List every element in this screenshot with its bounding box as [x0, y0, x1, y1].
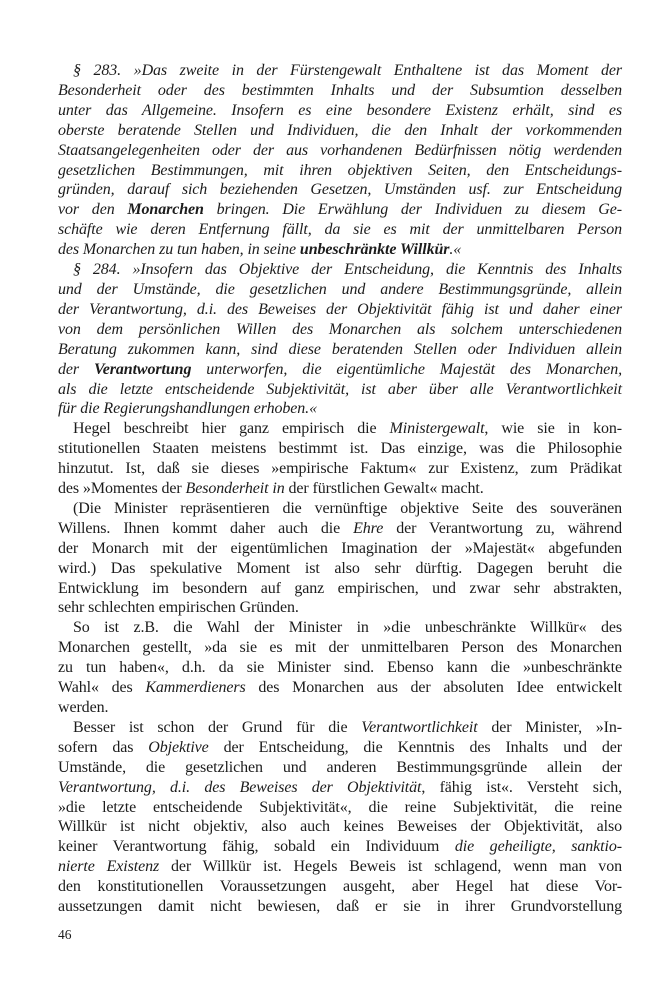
text-line — [58, 260, 622, 280]
text-segment: zu tun haben«, d.h. da sie Minister sind. Ebenso kann die »unbeschränkte — [58, 659, 622, 677]
text-segment: Besonderheit oder des bestimmten Inhalts und der Subsumtion desselben — [58, 81, 622, 99]
text-line — [58, 340, 622, 360]
text-line — [58, 798, 622, 818]
text-line — [58, 499, 622, 519]
text-segment: gesetzlichen Bestimmungen, mit ihren objektiven Seiten, den Entscheidungs- — [58, 161, 622, 179]
text-line — [58, 519, 622, 539]
text-segment: der Willkür ist. Hegels Beweis ist schlagend, wenn man von — [159, 858, 622, 876]
text-segment: Objektive — [148, 738, 209, 756]
text-segment: des »Momentes der — [58, 480, 186, 498]
text-segment: den konstitutionellen Voraussetzungen ausgeht, aber Hegel hat diese Vor- — [58, 878, 622, 896]
paragraph-284-quote — [58, 260, 622, 419]
text-segment: der Verantwortung, d.i. des Beweises der Objektivität fähig ist und daher einer — [58, 300, 622, 318]
text-line — [58, 81, 622, 101]
text-segment: Kammerdieners — [145, 679, 246, 697]
text-line — [58, 240, 622, 260]
text-line — [58, 559, 622, 579]
text-line — [58, 579, 622, 599]
text-segment: sofern das — [58, 738, 149, 756]
text-segment: hinzutut. Ist, daß sie dieses »empirische Faktum« zur Existenz, zum Prädikat — [58, 460, 622, 478]
text-line — [58, 320, 622, 340]
text-segment: bringen. Die Erwählung der Individuen zu diesem Ge- — [203, 201, 622, 219]
text-segment: .« — [449, 241, 462, 259]
text-line — [58, 101, 622, 121]
text-segment: Umstände, die gesetzlichen und anderen Bestimmungsgründe allein der — [58, 758, 622, 776]
text-segment: § 283. »Das zweite in der Fürstengewalt Enthaltene ist das Moment der — [73, 62, 622, 79]
text-segment: Besonderheit in — [185, 480, 285, 498]
text-line — [58, 638, 622, 658]
text-segment: aussetzungen damit nicht bewiesen, daß er sie in ihrer Grundvorstellung — [58, 898, 622, 916]
text-segment: des Monarchen zu tun haben, in seine — [58, 241, 300, 259]
text-line — [58, 141, 622, 161]
text-segment: So ist z.B. die Wahl der Minister in »die unbeschränkte Willkür« des — [73, 619, 622, 637]
text-line — [58, 698, 622, 718]
text-segment: , fähig ist«. Versteht sich, — [421, 778, 623, 796]
text-segment: Wahl« des — [58, 679, 146, 697]
text-line — [58, 459, 622, 479]
text-segment: unter das Allgemeine. Insofern es eine besondere Existenz erhält, sind es — [58, 101, 622, 119]
text-line — [58, 598, 622, 618]
text-segment: , wie sie in kon- — [484, 420, 623, 438]
text-segment: unbeschränkte Willkür — [299, 241, 450, 259]
text-segment: werden. — [58, 699, 109, 716]
text-segment: Verantwortung — [93, 360, 192, 378]
text-segment: Hegel beschreibt hier ganz empirisch die — [73, 420, 390, 438]
page-text — [58, 61, 622, 917]
text-line — [58, 857, 622, 877]
text-segment: oberste beratende Stellen und Individuen, die den Inhalt der vorkommenden — [58, 121, 622, 139]
text-line — [58, 180, 622, 200]
text-segment: der Entscheidung, die Kenntnis des Inhalts und der — [208, 738, 622, 756]
paragraph-commentary-1 — [58, 419, 622, 499]
text-segment: Verantwortung, d.i. des Beweises der Objektivität — [58, 778, 422, 796]
text-line — [58, 817, 622, 837]
text-line — [58, 778, 622, 798]
text-segment: stitutionellen Staaten meistens bestimmt ist. Das einzige, was die Philosophie — [58, 440, 622, 458]
text-segment: Besser ist schon der Grund für die — [73, 718, 362, 736]
text-segment: der Verantwortung zu, während — [383, 519, 622, 537]
text-line — [58, 360, 622, 380]
text-line — [58, 758, 622, 778]
text-segment: als die letzte entscheidende Subjektivität, ist aber über alle Verantwortlichkeit — [58, 380, 622, 398]
text-line — [58, 479, 622, 499]
text-line — [58, 300, 622, 320]
text-line — [58, 658, 622, 678]
text-segment: Monarchen — [127, 201, 204, 219]
text-segment: Monarchen gestellt, »da sie es mit der unmittelbaren Person des Monarchen — [58, 639, 622, 657]
text-segment: keiner Verantwortung fähig, sobald ein Individuum — [58, 838, 455, 856]
paragraph-283-quote — [58, 61, 622, 260]
text-segment: vor den — [58, 201, 128, 219]
text-segment: sehr schlechten empirischen Gründen. — [58, 599, 299, 617]
text-segment: der Minister, »In- — [477, 718, 623, 736]
text-segment: Entwicklung im besondern auf ganz empirischen, und zwar sehr abstrakten, — [58, 579, 622, 597]
text-line — [58, 161, 622, 181]
text-segment: (Die Minister repräsentieren die vernünftige objektive Seite des souveränen — [73, 499, 622, 517]
text-line — [58, 121, 622, 141]
text-segment: Willkür ist nicht objektiv, also auch keines Beweises der Objektivität, also — [58, 818, 622, 836]
text-segment: der Monarch mit der eigentümlichen Imagination der »Majestät« abgefunden — [58, 539, 622, 557]
text-line — [58, 399, 622, 419]
text-segment: »die letzte entscheidende Subjektivität«, die reine Subjektivität, die reine — [58, 798, 622, 816]
text-segment: § 284. »Insofern das Objektive der Entscheidung, die Kenntnis des Inhalts — [73, 261, 622, 279]
text-segment: Ministergewalt — [389, 420, 485, 438]
text-line — [58, 738, 622, 758]
text-segment: Verantwortlichkeit — [361, 718, 478, 736]
text-line — [58, 877, 622, 897]
text-line — [58, 380, 622, 400]
text-line — [58, 718, 622, 738]
text-segment: der — [58, 360, 94, 378]
text-segment: unterworfen, die eigentümliche Majestät des Monarchen, — [191, 360, 622, 378]
text-segment: wird.) Das spekulative Moment ist also sehr dürftig. Dagegen beruht die — [58, 559, 622, 577]
text-segment: für die Regierungshandlungen erhoben.« — [58, 400, 317, 418]
text-line — [58, 618, 622, 638]
text-segment: schäfte wie deren Entfernung fällt, da sie es mit der unmittelbaren Person — [58, 221, 622, 239]
paragraph-commentary-4 — [58, 718, 622, 917]
text-segment: von dem persönlichen Willen des Monarchen als solchem unterschiedenen — [58, 320, 622, 338]
page-number: 46 — [58, 927, 72, 942]
text-segment: und der Umstände, die gesetzlichen und andere Bestimmungsgründe, allein — [58, 280, 622, 298]
text-line — [58, 837, 622, 857]
text-line — [58, 419, 622, 439]
text-line — [58, 439, 622, 459]
text-segment: die geheiligte, sanktio- — [454, 838, 623, 856]
text-line — [58, 220, 622, 240]
text-line — [58, 280, 622, 300]
text-segment: Ehre — [353, 519, 384, 537]
paragraph-commentary-2 — [58, 499, 622, 618]
text-line — [58, 539, 622, 559]
text-segment: Beratung zukommen kann, sind diese beratenden Stellen oder Individuen allein — [58, 340, 622, 358]
text-segment: gründen, darauf sich beziehenden Gesetzen, Umständen usf. zur Entscheidung — [58, 181, 622, 199]
text-line — [58, 200, 622, 220]
text-segment: nierte Existenz — [58, 858, 160, 876]
text-line — [58, 678, 622, 698]
paragraph-commentary-3 — [58, 618, 622, 718]
text-line — [58, 61, 622, 81]
text-segment: Willens. Ihnen kommt daher auch die — [58, 519, 354, 537]
text-segment: Staatsangelegenheiten oder der aus vorhandenen Bedürfnissen nötig werdenden — [58, 141, 622, 159]
text-segment: der fürstlichen Gewalt« macht. — [284, 480, 484, 498]
text-line — [58, 897, 622, 917]
text-segment: des Monarchen aus der absoluten Idee entwickelt — [245, 679, 622, 697]
